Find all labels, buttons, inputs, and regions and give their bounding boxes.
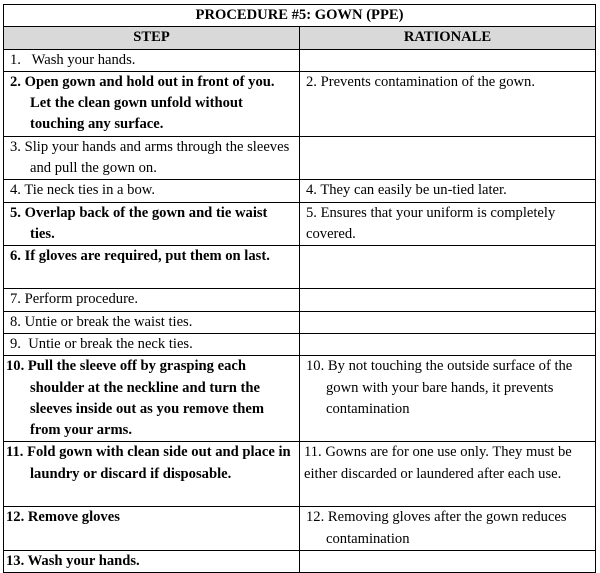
table-row	[4, 356, 596, 442]
procedure-table	[3, 4, 596, 573]
step-text: 9. Untie or break the neck ties.	[10, 335, 193, 352]
rationale-text: 11. Gowns are for one use only. They must be either discarded or laundered after each use.	[304, 444, 572, 482]
table-row	[4, 180, 596, 202]
step-text: 13. Wash your hands.	[6, 553, 140, 570]
table-row	[4, 551, 596, 573]
table-row	[4, 289, 596, 311]
step-text: 2. Open gown and hold out in front of you. Let the clean gown unfold without touching any surface.	[10, 73, 275, 133]
table-row	[4, 136, 596, 180]
rationale-text: 4. They can easily be un-tied later.	[306, 182, 507, 199]
step-text: 1. Wash your hands.	[10, 51, 136, 68]
step-text: 3. Slip your hands and arms through the sleeves and pull the gown on.	[10, 138, 290, 177]
step-text: 10. Pull the sleeve off by grasping each shoulder at the neckline and turn the sleeves inside out as you remove them from your arms.	[6, 358, 265, 439]
table-row	[4, 49, 596, 71]
step-text: 8. Untie or break the waist ties.	[10, 313, 193, 330]
step-text: 12. Remove gloves	[6, 509, 120, 526]
step-text: 6. If gloves are required, put them on last.	[10, 248, 270, 265]
rationale-text: 2. Prevents contamination of the gown.	[306, 73, 535, 90]
rationale-text: 5. Ensures that your uniform is completely covered.	[306, 204, 556, 243]
table-row	[4, 71, 596, 136]
table-row	[4, 507, 596, 551]
rationale-header: RATIONALE	[300, 27, 596, 49]
table-row	[4, 311, 596, 333]
step-header: STEP	[4, 27, 300, 49]
table-row	[4, 333, 596, 355]
rationale-text: 10. By not touching the outside surface of the gown with your bare hands, it prevents contamination	[306, 358, 573, 417]
step-text: 4. Tie neck ties in a bow.	[10, 182, 155, 199]
title-row	[4, 5, 596, 27]
table-row	[4, 246, 596, 289]
rationale-text: 12. Removing gloves after the gown reduces contamination	[306, 509, 567, 547]
procedure-title: PROCEDURE #5: GOWN (PPE)	[4, 5, 596, 27]
header-row	[4, 27, 596, 49]
step-text: 7. Perform procedure.	[10, 291, 139, 308]
table-row	[4, 202, 596, 246]
step-text: 11. Fold gown with clean side out and place in laundry or discard if disposable.	[6, 444, 291, 482]
step-text: 5. Overlap back of the gown and tie waist ties.	[10, 204, 268, 243]
table-row	[4, 442, 596, 507]
